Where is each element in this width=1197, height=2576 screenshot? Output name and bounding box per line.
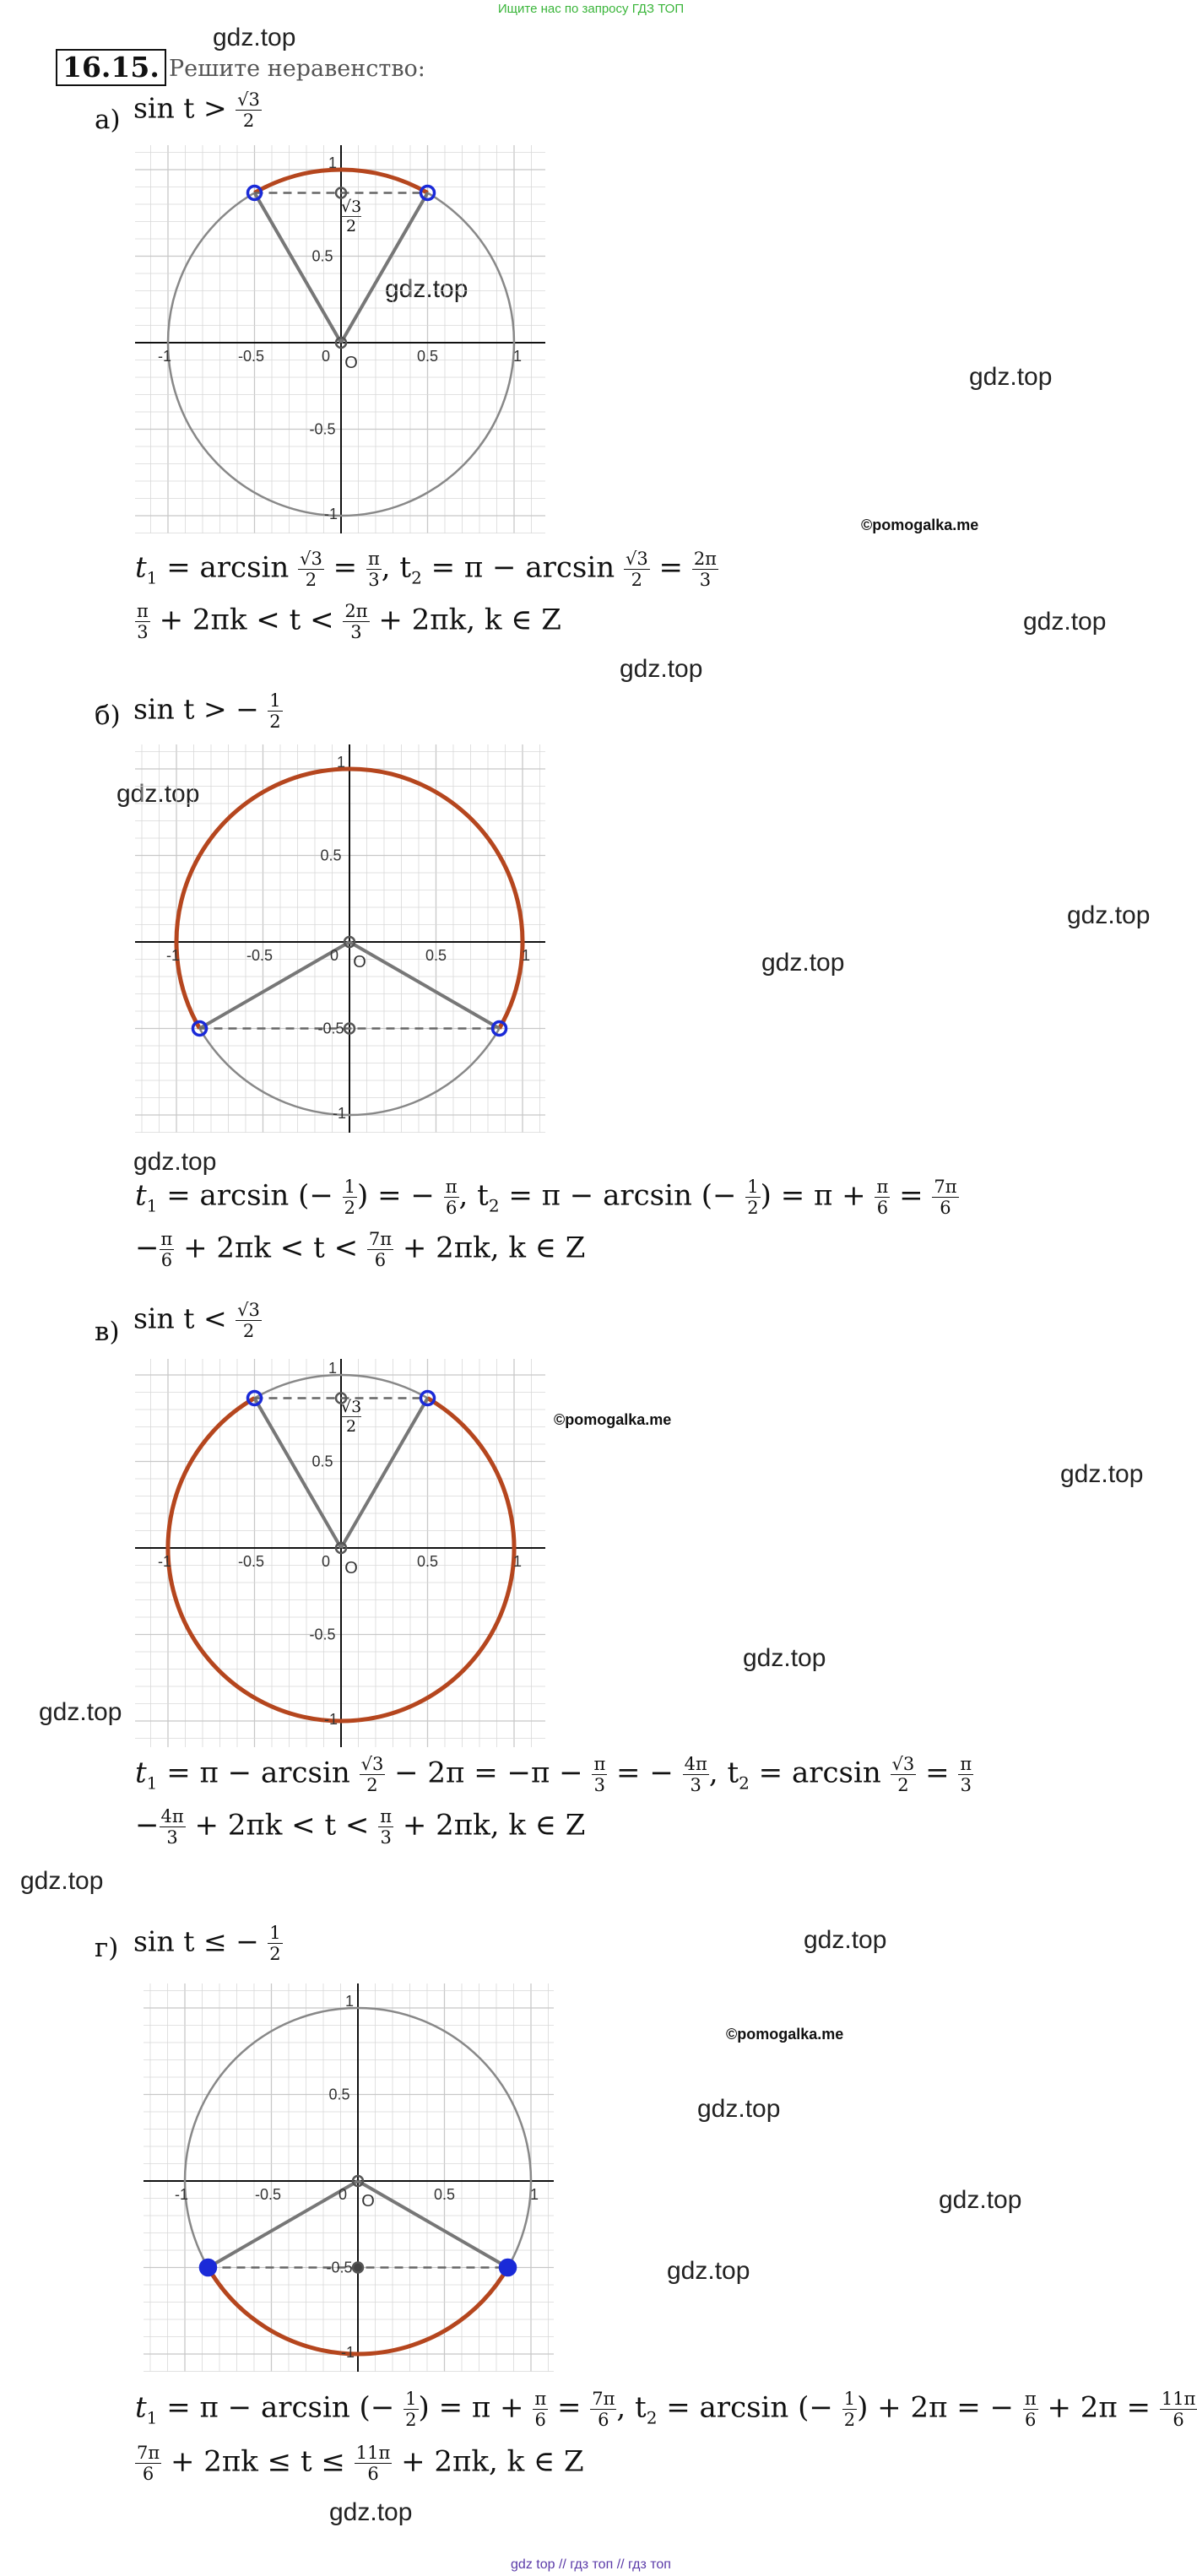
part-label-a: а) <box>95 105 121 135</box>
solution-b-line1: $t_1 = \arcsin$ (− $\frac{1}{2}$ ) = − $\frac{\pi}{6}$ , $t_2 = \pi - \arcsin$ (− $\frac{1}{2}$ ) = π + $\frac{\pi}{6}$ = $\frac{7\pi}{6}$ <box>135 1177 957 1218</box>
condition-g: sin t ≤ − $\frac{1}{2}$ <box>133 1923 281 1964</box>
tick-label: 0.5 <box>425 947 447 964</box>
tick-label: -0.5 <box>309 420 336 438</box>
axis-point <box>353 2263 363 2273</box>
origin-label: O <box>344 354 358 372</box>
solution-v-line2: − $\frac{4\pi}{3}$ + 2πk < t < $\frac{\pi}{3}$ + 2πk, k ∈ Z <box>135 1806 586 1848</box>
condition-b: sin t > − $\frac{1}{2}$ <box>133 690 281 732</box>
part-label-b: б) <box>95 701 121 731</box>
condition-v: sin t < $\frac{√3}{2}$ <box>133 1300 260 1341</box>
top-note: Ищите нас по запросу ГДЗ ТОП <box>497 2 685 16</box>
tick-label: -1 <box>323 506 339 522</box>
pomogalka-watermark: ©pomogalka.me <box>554 1411 672 1428</box>
radius-line <box>208 2181 358 2268</box>
watermark: gdz.top <box>804 1926 887 1954</box>
pomogalka-watermark: ©pomogalka.me <box>861 517 979 533</box>
watermark: gdz.top <box>743 1644 826 1672</box>
tick-label: 1 <box>512 1553 523 1570</box>
watermark: gdz.top <box>1060 1460 1144 1488</box>
footer-links: gdz top // гдз топ // гдз топ <box>511 2557 671 2572</box>
watermark: gdz.top <box>761 949 845 977</box>
unit-circle-graph-g <box>144 1983 554 2372</box>
tick-label: 1 <box>336 754 346 771</box>
tick-label: -1 <box>157 348 172 365</box>
tick-label: 0.5 <box>311 247 333 265</box>
tick-label: 1 <box>328 1360 338 1377</box>
tick-label: 0 <box>321 348 331 365</box>
tick-label: -1 <box>323 1711 339 1728</box>
condition-a: sin t > $\frac{√3}{2}$ <box>133 89 260 131</box>
point-label-a: √3 2 <box>341 198 362 235</box>
tick-label: -1 <box>332 1105 347 1122</box>
solution-g-line1: $t_1 = \pi - \arcsin$ (− $\frac{1}{2}$ ) = π + $\frac{\pi}{6}$ = $\frac{7\pi}{6}$ , $t_2 = \arcsin$ (− $\frac{1}{2}$ ) + 2π = − $\frac{\pi}{6}$ + 2π = $\frac{11\pi}{6}$ <box>135 2389 1196 2430</box>
task-title: Решите неравенство: <box>169 56 425 82</box>
unit-circle-graph-a <box>135 145 545 533</box>
watermark: gdz.top <box>213 24 296 51</box>
tick-label: 0 <box>338 2186 348 2203</box>
tick-label: -0.5 <box>309 1626 336 1643</box>
tick-label: 0.5 <box>433 2186 456 2203</box>
watermark: gdz.top <box>39 1698 122 1726</box>
tick-label: 0.5 <box>328 2086 350 2103</box>
point-label-v: √3 2 <box>341 1398 362 1436</box>
solution-a-line2: $\frac{\pi}{3}$ + 2πk < t < $\frac{2\pi}{3}$ + 2πk, k ∈ Z <box>137 601 561 642</box>
origin-label: O <box>344 1559 358 1578</box>
tick-label: -0.5 <box>237 1553 265 1570</box>
watermark: gdz.top <box>969 363 1053 391</box>
tick-label: -0.5 <box>237 348 265 365</box>
origin-label: O <box>361 2192 375 2211</box>
tick-label: 0.5 <box>416 1553 439 1570</box>
origin-label: O <box>353 953 366 971</box>
tick-label: 1 <box>512 348 523 365</box>
endpoint <box>200 2260 215 2276</box>
tick-label: 0 <box>321 1553 331 1570</box>
tick-label: 0.5 <box>320 847 342 864</box>
radius-line <box>199 942 349 1029</box>
tick-label: -0.5 <box>246 947 274 964</box>
radius-line <box>255 192 342 343</box>
part-label-v: в) <box>95 1317 120 1347</box>
tick-label: 1 <box>328 154 338 171</box>
watermark: gdz.top <box>329 2498 413 2526</box>
watermark: gdz.top <box>620 655 703 683</box>
tick-label: -0.5 <box>317 1020 344 1037</box>
task-number: 16.15. <box>56 49 166 86</box>
tick-label: -0.5 <box>254 2186 282 2203</box>
tick-label: 0.5 <box>416 348 439 365</box>
watermark: gdz.top <box>133 1148 217 1176</box>
tick-label: 1 <box>529 2186 539 2203</box>
watermark: gdz.top <box>20 1867 104 1895</box>
endpoint <box>501 2260 516 2276</box>
pomogalka-watermark: ©pomogalka.me <box>726 2026 844 2043</box>
watermark: gdz.top <box>697 2095 781 2123</box>
tick-label: 0 <box>329 947 339 964</box>
watermark: gdz.top <box>116 780 200 808</box>
unit-circle-graph-b <box>135 744 545 1133</box>
part-label-g: г) <box>95 1933 119 1963</box>
watermark: gdz.top <box>667 2257 750 2285</box>
tick-label: -1 <box>340 2344 355 2361</box>
watermark: gdz.top <box>385 275 469 303</box>
watermark: gdz.top <box>1067 901 1151 929</box>
watermark: gdz.top <box>939 2186 1022 2214</box>
radius-line <box>358 2181 508 2268</box>
tick-label: -0.5 <box>326 2259 353 2276</box>
tick-label: -1 <box>174 2186 189 2203</box>
tick-label: 1 <box>344 1993 355 2010</box>
solution-g-line2: $\frac{7\pi}{6}$ + 2πk ≤ t ≤ $\frac{11\pi}{6}$ + 2πk, k ∈ Z <box>137 2443 584 2484</box>
radius-line <box>255 1398 342 1548</box>
solution-b-line2: − $\frac{\pi}{6}$ + 2πk < t < $\frac{7\pi}{6}$ + 2πk, k ∈ Z <box>135 1229 586 1270</box>
tick-label: 1 <box>521 947 531 964</box>
watermark: gdz.top <box>1023 608 1107 636</box>
solution-a-line1: $t_1 = \arcsin$ $\frac{√3}{2}$ = $\frac{\pi}{3}$ , $t_2 = \pi - \arcsin$ $\frac{√3}{2}$ = $\frac{2\pi}{3}$ <box>135 549 717 590</box>
radius-line <box>349 942 500 1029</box>
tick-label: -1 <box>165 947 181 964</box>
solution-v-line1: $t_1 = \pi - \arcsin$ $\frac{√3}{2}$ − 2π = −π − $\frac{\pi}{3}$ = − $\frac{4\pi}{3}$ , $t_2 = \arcsin$ $\frac{√3}{2}$ = $\frac{\pi}{3}$ <box>135 1754 972 1795</box>
unit-circle-graph-v <box>135 1359 545 1747</box>
tick-label: 0.5 <box>311 1453 333 1470</box>
tick-label: -1 <box>157 1553 172 1570</box>
